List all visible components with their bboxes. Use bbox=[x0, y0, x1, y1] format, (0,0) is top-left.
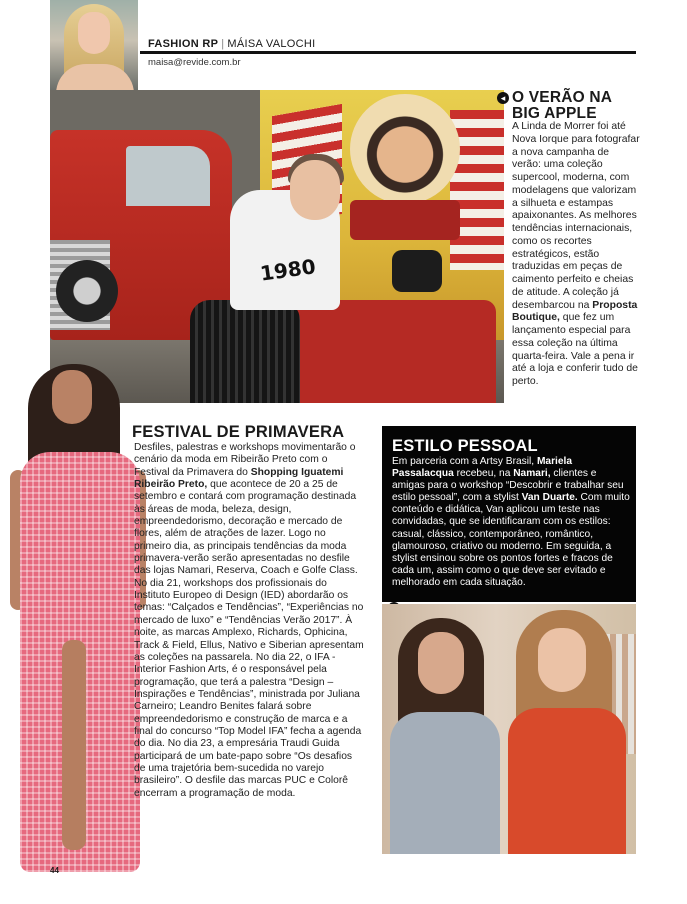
summer-title-line1: O VERÃO NA bbox=[512, 89, 613, 106]
stylist-name: Van Duarte. bbox=[521, 492, 578, 504]
summer-title-line2: BIG APPLE bbox=[512, 105, 597, 122]
header-separator: | bbox=[221, 38, 225, 50]
festival-body-text: Desfiles, palestras e workshops movimentarão o cenário da moda em Ribeirão Preto com o Festival da Primavera do bbox=[134, 442, 356, 478]
host-name: Mariela Passalacqua bbox=[392, 456, 573, 480]
estilo-text-4: Com muito conteúdo e didática, Van aplicou um teste nas convidadas, que se identificaram com os estilos: casual, clássico, contemporâneo, romântico, glamouroso, criativo ou moderno. Em seguida, a stylist ensinou sobre os pontos fortes e fracos de cada um, assim como o que deve ser evitado e melhorado em cada situação. bbox=[392, 492, 630, 588]
festival-body-text-end: que acontece de 20 a 25 de setembro e contará com programação destinada às áreas de moda, beleza, design, empreendedorismo, decoração e mercado de flores, além de atrações de lazer. Logo no primeiro dia, as principais tendências da moda primavera-verão serão apresentadas no desfile das lojas Namari, Reserva, Coach e Golfe Class. No dia 21, workshops dos profissionais do Instituto Europeo di Design (IED) abordarão os temas: “Calçados e Tendências”, “Experiências no mercado de luxo” e “Tendências Verão 2017”. À noite, as marcas Amplexo, Richards, Ophicina, Track & Field, Ellus, Nativo e Siberian apresentam as coleções na passarela. No dia 22, o IFA - Interior Fashion Arts, é o responsável pela programação, que terá a palestra “Design – Inspirações e Tendências”, ministrada por Juliana Carneiro; Leandro Benites falará sobre empreendedorismo e construção de marca e a final do concurso “Top Model IFA” fecha a agenda do dia. No dia 23, a empresária Traudi Guida participará de um bate-papo sobre “Os desafios de uma trajetória bem-sucedida no varejo brasileiro”. O desfile das marcas PUC e Colorê encerram a programação de moda. bbox=[134, 479, 364, 799]
estilo-article-body bbox=[392, 456, 632, 589]
columnist-photo bbox=[50, 0, 138, 90]
estilo-article-title: ESTILO PESSOAL bbox=[392, 437, 538, 455]
estilo-text-1: Em parceria com a Artsy Brasil, bbox=[392, 456, 537, 467]
estilo-text-2: recebeu, na bbox=[453, 468, 514, 480]
two-women-photo bbox=[382, 604, 636, 854]
arrow-left-circle-icon: ◂ bbox=[497, 92, 509, 104]
columnist-email[interactable]: maisa@revide.com.br bbox=[148, 57, 241, 68]
summer-article-body bbox=[512, 121, 640, 389]
summer-campaign-photo bbox=[50, 90, 504, 403]
column-header bbox=[148, 38, 315, 50]
section-name: FASHION RP bbox=[148, 38, 219, 50]
venue-name: Namari, bbox=[513, 468, 551, 480]
columnist-name: MÁISA VALOCHI bbox=[227, 38, 316, 50]
summer-body-text: A Linda de Morrer foi até Nova Iorque para fotografar a nova campanha de verão: uma coleção supercool, moderna, com modelagens que valorizam a silhueta e estampas apaixonantes. As melhores tendências internacionais, como os recortes estratégicos, estão traduzidas em peças de caimento perfeito e cheias de atitude. A coleção já desembarcou na bbox=[512, 121, 640, 311]
festival-article-body bbox=[134, 442, 364, 800]
festival-article-title: FESTIVAL DE PRIMAVERA bbox=[132, 423, 345, 441]
tee-print-text: 1980 bbox=[258, 254, 318, 286]
page-number: 44 bbox=[50, 866, 59, 875]
mall-name: Shopping Iguatemi Ribeirão Preto, bbox=[134, 466, 344, 491]
summer-article-title bbox=[512, 90, 642, 122]
summer-body-text-end: que fez um lançamento especial para essa coleção na última quarta-feira. Vale a pena ir até a loja e conferir tudo de perto. bbox=[512, 312, 638, 387]
store-name: Proposta Boutique, bbox=[512, 299, 638, 324]
header-rule bbox=[140, 51, 636, 54]
estilo-text-3: clientes e amigas para o workshop “Descobrir e trabalhar seu estilo pessoal”, com a stylist bbox=[392, 468, 624, 504]
